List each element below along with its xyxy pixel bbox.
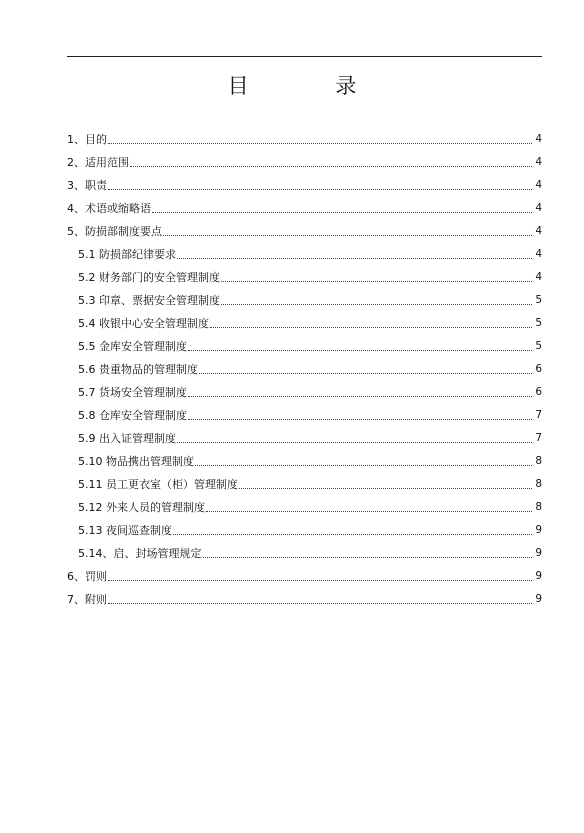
toc-entry[interactable] [67,262,542,285]
toc-entry-label: 5.3 印章、票据安全管理制度 [78,294,220,307]
toc-dot-leader [108,189,532,190]
toc-entry-label: 5.14、启、封场管理规定 [78,547,202,560]
toc-entry-page-number: 7 [535,432,542,444]
toc-entry[interactable] [67,492,542,515]
toc-dot-leader [188,396,532,397]
toc-entry-label: 2、适用范围 [67,156,129,169]
toc-dot-leader [108,603,532,604]
toc-entry-page-number: 5 [535,294,542,306]
toc-entry-page-number: 4 [535,202,542,214]
toc-entry-page-number: 9 [535,547,542,559]
toc-dot-leader [188,419,532,420]
toc-entry-page-number: 4 [535,179,542,191]
toc-entry-page-number: 5 [535,340,542,352]
toc-entry[interactable] [67,446,542,469]
toc-dot-leader [221,281,532,282]
toc-entry-page-number: 9 [535,524,542,536]
toc-entry-label: 5.6 贵重物品的管理制度 [78,363,198,376]
toc-entry-label: 5、防损部制度要点 [67,225,162,238]
toc-entry-label: 5.7 货场安全管理制度 [78,386,187,399]
toc-entry[interactable] [67,170,542,193]
toc-entry[interactable] [67,584,542,607]
toc-dot-leader [177,442,532,443]
toc-entry[interactable] [67,308,542,331]
toc-entry-label: 5.10 物品携出管理制度 [78,455,194,468]
toc-entry[interactable] [67,124,542,147]
toc-entry-label: 6、罚则 [67,570,107,583]
toc-entry-label: 5.2 财务部门的安全管理制度 [78,271,220,284]
toc-entry[interactable] [67,469,542,492]
toc-dot-leader [203,557,533,558]
toc-entry[interactable] [67,400,542,423]
toc-entry-page-number: 5 [535,317,542,329]
toc-entry[interactable] [67,561,542,584]
toc-dot-leader [177,258,532,259]
toc-entry-label: 5.9 出入证管理制度 [78,432,176,445]
toc-entry-label: 1、目的 [67,133,107,146]
toc-entry[interactable] [67,515,542,538]
toc-dot-leader [199,373,532,374]
toc-entry[interactable] [67,216,542,239]
toc-entry-label: 3、职责 [67,179,107,192]
toc-entry-page-number: 4 [535,248,542,260]
toc-dot-leader [188,350,532,351]
toc-entry-label: 5.5 金库安全管理制度 [78,340,187,353]
toc-dot-leader [206,511,532,512]
toc-entry[interactable] [67,423,542,446]
toc-entry-page-number: 4 [535,156,542,168]
toc-entry-label: 7、附则 [67,593,107,606]
toc-entry-page-number: 8 [535,478,542,490]
header-rule [67,56,542,57]
page-title: 目 录 [227,74,397,98]
toc-dot-leader [108,580,532,581]
table-of-contents [67,124,542,607]
toc-dot-leader [239,488,532,489]
toc-entry-label: 4、术语或缩略语 [67,202,151,215]
toc-dot-leader [108,143,532,144]
toc-entry-page-number: 7 [535,409,542,421]
toc-dot-leader [210,327,532,328]
toc-entry[interactable] [67,193,542,216]
toc-entry-label: 5.11 员工更衣室（柜）管理制度 [78,478,238,491]
toc-entry-page-number: 4 [535,225,542,237]
toc-entry-page-number: 8 [535,455,542,467]
toc-entry[interactable] [67,538,542,561]
toc-entry-page-number: 8 [535,501,542,513]
toc-entry[interactable] [67,239,542,262]
toc-entry[interactable] [67,377,542,400]
toc-entry[interactable] [67,331,542,354]
toc-entry-page-number: 6 [535,363,542,375]
toc-entry-page-number: 6 [535,386,542,398]
toc-entry-label: 5.8 仓库安全管理制度 [78,409,187,422]
toc-entry-page-number: 4 [535,271,542,283]
toc-entry-page-number: 9 [535,593,542,605]
toc-entry-label: 5.1 防损部纪律要求 [78,248,176,261]
toc-dot-leader [221,304,532,305]
toc-entry[interactable] [67,354,542,377]
toc-entry-label: 5.13 夜间巡查制度 [78,524,172,537]
toc-entry[interactable] [67,147,542,170]
toc-entry-page-number: 4 [535,133,542,145]
toc-entry[interactable] [67,285,542,308]
toc-dot-leader [173,534,532,535]
toc-dot-leader [152,212,532,213]
toc-dot-leader [163,235,532,236]
toc-entry-label: 5.12 外来人员的管理制度 [78,501,205,514]
toc-entry-label: 5.4 收银中心安全管理制度 [78,317,209,330]
toc-dot-leader [130,166,532,167]
toc-entry-page-number: 9 [535,570,542,582]
toc-dot-leader [195,465,532,466]
